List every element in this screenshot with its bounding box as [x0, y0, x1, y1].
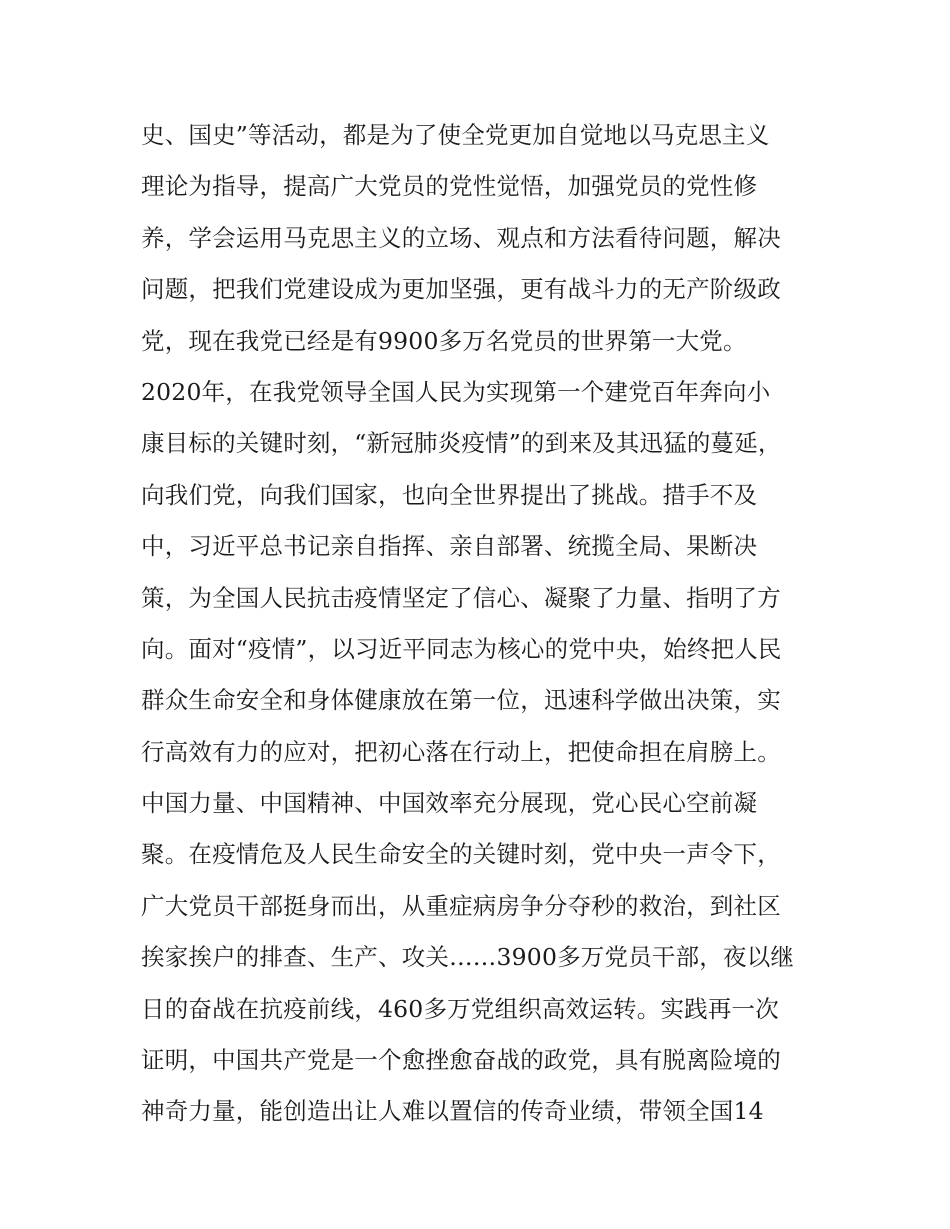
text-line: 日的奋战在抗疫前线，460多万党组织高效运转。实践再一次: [141, 994, 779, 1023]
body-text: [141, 110, 821, 1138]
text-line: 中，习近平总书记亲自指挥、亲自部署、统揽全局、果断决: [141, 532, 758, 561]
text-line: 问题，把我们党建设成为更加坚强，更有战斗力的无产阶级政: [141, 275, 781, 304]
text-line: 向。面对“疫情”，以习近平同志为核心的党中央，始终把人民: [141, 634, 782, 663]
text-line: 聚。在疫情危及人民生命安全的关键时刻，党中央一声令下，: [141, 840, 781, 869]
text-line: 康目标的关键时刻，“新冠肺炎疫情”的到来及其迅猛的蔓延，: [141, 429, 782, 458]
text-line: 广大党员干部挺身而出，从重症病房争分夺秒的救治，到社区: [141, 891, 781, 920]
text-line: 2020年，在我党领导全国人民为实现第一个建党百年奔向小: [141, 377, 771, 406]
text-line: 养，学会运用马克思主义的立场、观点和方法看待问题，解决: [141, 223, 781, 252]
text-line: 证明，中国共产党是一个愈挫愈奋战的政党，具有脱离险境的: [141, 1046, 781, 1075]
text-line: 理论为指导，提高广大党员的党性觉悟，加强党员的党性修: [141, 172, 758, 201]
text-line: 党，现在我党已经是有9900多万名党员的世界第一大党。: [141, 326, 747, 355]
text-line: 策，为全国人民抗击疫情坚定了信心、凝聚了力量、指明了方: [141, 583, 781, 612]
text-line: 挨家挨户的排查、生产、攻关……3900多万党员干部，夜以继: [141, 943, 795, 972]
text-line: 群众生命安全和身体健康放在第一位，迅速科学做出决策，实: [141, 686, 781, 715]
text-line: 行高效有力的应对，把初心落在行动上，把使命担在肩膀上。: [141, 737, 781, 766]
text-line: 神奇力量，能创造出让人难以置信的传奇业绩，带领全国14: [141, 1097, 764, 1126]
text-line: 向我们党，向我们国家，也向全世界提出了挑战。措手不及: [141, 480, 758, 509]
text-line: 史、国史”等活动，都是为了使全党更加自觉地以马克思主义: [141, 121, 770, 149]
text-line: 中国力量、中国精神、中国效率充分展现，党心民心空前凝: [141, 789, 758, 818]
